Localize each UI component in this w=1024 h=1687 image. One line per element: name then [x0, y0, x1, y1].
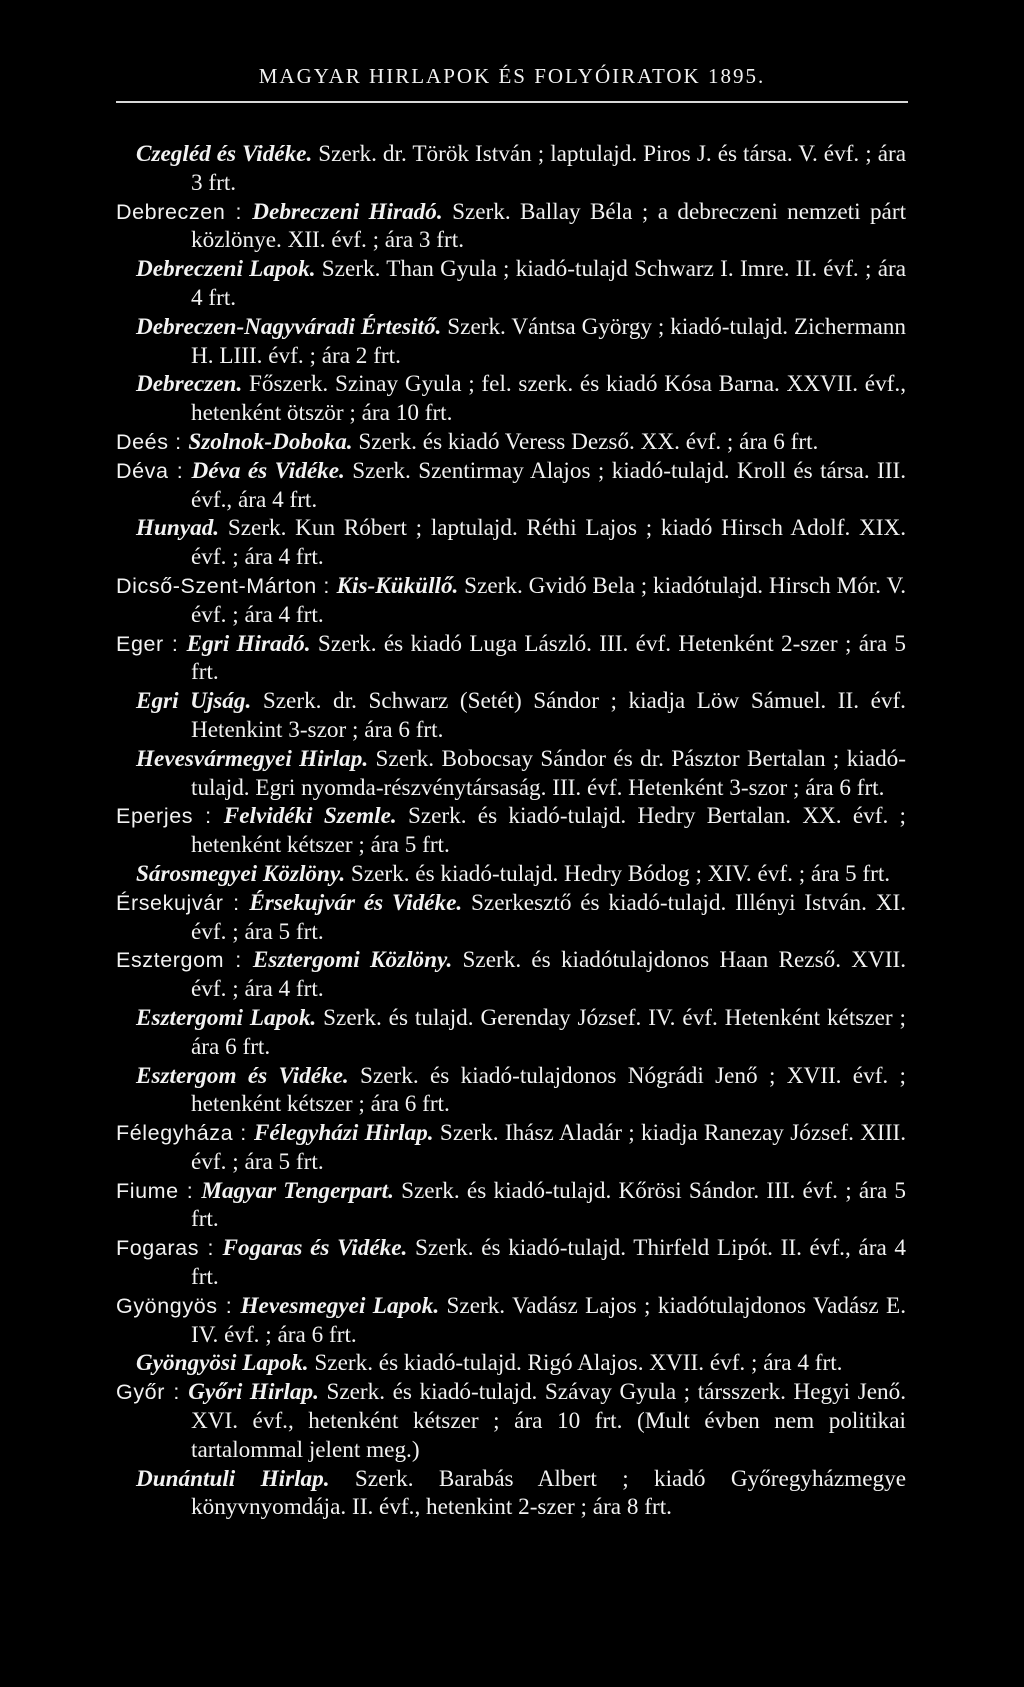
entry-place: Fiume :: [116, 1178, 202, 1203]
entry: [116, 946, 906, 1004]
entry: [116, 1292, 906, 1350]
entry: [116, 745, 906, 803]
entry: [116, 572, 906, 630]
entry-details: Szerk. dr. Török István ; laptulajd. Piros J. és társa. V. évf. ; ára 3 frt.: [191, 141, 906, 196]
entry: [116, 1119, 906, 1177]
entry-details: Szerk. Barabás Albert ; kiadó Győregyházmegye könyvnyomdája. II. évf., hetenkint 2-szer ; ára 8 frt.: [191, 1465, 906, 1521]
entry-details: Szerk. Ballay Béla ; a debreczeni nemzeti párt közlönye. XII. évf. ; ára 3 frt.: [191, 198, 907, 254]
entry-title: Kis-Küküllő.: [336, 572, 459, 599]
entry-details: Szerk. és kiadó-tulajdonos Nógrádi Jenő ; XVII. évf. ; hetenként kétszer ; ára 6 frt.: [191, 1062, 906, 1118]
entry-details: Szerk. Bobocsay Sándor és dr. Pásztor Bertalan ; kiadó-tulajd. Egri nyomda-részvénytársaság. III. évf. Hetenként 3-szor ; ára 6 frt.: [191, 745, 906, 801]
entry-details: Szerk. és kiadó-tulajd. Kőrösi Sándor. III. évf. ; ára 5 frt.: [191, 1177, 906, 1233]
entry-title: Esztergomi Lapok.: [136, 1004, 317, 1031]
entry-list: [116, 140, 906, 1522]
entry-details: Szerk. és kiadó-tulajd. Hedry Bertalan. XX. évf. ; hetenként kétszer ; ára 5 frt.: [191, 803, 906, 859]
entry: [116, 630, 906, 688]
entry-details: Szerk. és kiadó-tulajd. Rigó Alajos. XVII. évf. ; ára 4 frt.: [308, 1350, 843, 1377]
entry-place: Eperjes :: [116, 804, 224, 829]
entry-title: Hevesvármegyei Hirlap.: [136, 745, 369, 772]
running-header: MAGYAR HIRLAPOK ÉS FOLYÓIRATOK 1895.: [258, 64, 766, 88]
entry-title: Debreczeni Lapok.: [136, 256, 316, 283]
entry: [116, 687, 906, 745]
entry-details: Szerk. és tulajd. Gerenday József. IV. évf. Hetenként kétszer ; ára 6 frt.: [191, 1004, 906, 1060]
entry-details: Szerk. Kun Róbert ; laptulajd. Réthi Lajos ; kiadó Hirsch Adolf. XIX. évf. ; ára 4 frt.: [191, 515, 906, 571]
entry: [116, 255, 906, 313]
entry-place: Esztergom :: [116, 948, 253, 973]
entry-details: Szerkesztő és kiadó-tulajd. Illényi István. XI. évf. ; ára 5 frt.: [191, 889, 906, 945]
entry-title: Esztergom és Vidéke.: [136, 1062, 349, 1089]
entry-details: Szerk. dr. Schwarz (Setét) Sándor ; kiadja Löw Sámuel. II. évf. Hetenkint 3-szor ; ára 6 frt.: [191, 688, 906, 743]
entry-place: Félegyháza :: [116, 1121, 254, 1146]
entry-place: Dicső-Szent-Márton :: [116, 573, 337, 598]
entry-title: Gyöngyösi Lapok.: [136, 1350, 309, 1377]
entry-details: Szerk. Ihász Aladár ; kiadja Ranezay József. XIII. évf. ; ára 5 frt.: [191, 1120, 906, 1175]
entry: [116, 1062, 906, 1120]
entry: [116, 889, 906, 947]
entry-title: Czegléd és Vidéke.: [136, 141, 313, 167]
entry-title: Felvidéki Szemle.: [223, 803, 397, 830]
entry-title: Fogaras és Vidéke.: [222, 1235, 408, 1262]
entry: [116, 860, 906, 889]
entry-title: Egri Hiradó.: [186, 630, 311, 657]
entry-title: Hunyad.: [136, 515, 220, 542]
entry-title: Sárosmegyei Közlöny.: [136, 860, 346, 887]
entry: [116, 457, 906, 515]
entry: [116, 428, 906, 457]
entry-title: Esztergomi Közlöny.: [252, 947, 453, 974]
entry: [116, 1349, 906, 1378]
entry-title: Debreczen-Nagyváradi Értesitő.: [136, 313, 442, 340]
entry-details: Szerk. és kiadó-tulajd. Szávay Gyula ; társszerk. Hegyi Jenő. XVI. évf., hetenként kétszer ; ára 10 frt. (Mult évben nem politikai tartalommal jelent meg.): [191, 1379, 906, 1463]
header-rule: [116, 101, 908, 103]
entry-title: Szolnok-Doboka.: [188, 428, 353, 455]
entry: [116, 1177, 906, 1235]
entry-title: Debreczen.: [136, 371, 243, 398]
entry: [116, 514, 906, 572]
entry-details: Szerk. és kiadótulajdonos Haan Rezső. XVII. évf. ; ára 4 frt.: [191, 947, 906, 1003]
entry-details: Szerk. Gvidó Bela ; kiadótulajd. Hirsch Mór. V. évf. ; ára 4 frt.: [191, 572, 906, 628]
entry-title: Félegyházi Hirlap.: [253, 1120, 434, 1147]
entry-title: Egri Ujság.: [136, 688, 252, 715]
entry-title: Déva és Vidéke.: [191, 457, 345, 484]
entry-place: Deés :: [116, 429, 189, 454]
entry-details: Szerk. és kiadó-tulajd. Hedry Bódog ; XIV. évf. ; ára 5 frt.: [345, 860, 891, 887]
entry-details: Főszerk. Szinay Gyula ; fel. szerk. és kiadó Kósa Barna. XXVII. évf., hetenként ötször ; ára 10 frt.: [191, 371, 906, 427]
entry-title: Dunántuli Hirlap.: [136, 1465, 330, 1492]
entry: [116, 1234, 906, 1292]
entry-place: Eger :: [116, 631, 187, 656]
entry-place: Gyöngyös :: [116, 1293, 241, 1318]
entry: [116, 802, 906, 860]
entry: [116, 1004, 906, 1062]
entry-place: Déva :: [116, 458, 192, 483]
entry: [116, 370, 906, 428]
entry-details: Szerk. és kiadó Luga László. III. évf. Hetenként 2-szer ; ára 5 frt.: [191, 630, 906, 686]
entry-details: Szerk. és kiadó-tulajd. Thirfeld Lipót. II. évf., ára 4 frt.: [191, 1235, 907, 1291]
entry-place: Győr :: [116, 1380, 189, 1405]
entry-details: Szerk. Than Gyula ; kiadó-tulajd Schwarz I. Imre. II. évf. ; ára 4 frt.: [191, 256, 906, 311]
entry-title: Hevesmegyei Lapok.: [240, 1292, 440, 1319]
entry-details: Szerk. és kiadó Veress Dezső. XX. évf. ; ára 6 frt.: [352, 428, 819, 455]
entry-place: Érsekujvár :: [116, 890, 250, 915]
entry: [116, 1378, 906, 1464]
entry-details: Szerk. Szentirmay Alajos ; kiadó-tulajd. Kroll és társa. III. évf., ára 4 frt.: [191, 457, 907, 513]
entry-place: Fogaras :: [116, 1236, 223, 1261]
entry-place: Debreczen :: [116, 199, 253, 224]
entry: [116, 1465, 906, 1523]
entry-details: Szerk. Vántsa György ; kiadó-tulajd. Zichermann H. LIII. évf. ; ára 2 frt.: [191, 313, 906, 369]
entry: [116, 313, 906, 371]
entry-details: Szerk. Vadász Lajos ; kiadótulajdonos Vadász E. IV. évf. ; ára 6 frt.: [191, 1292, 906, 1348]
entry-title: Debreczeni Hiradó.: [252, 198, 443, 225]
entry-title: Érsekujvár és Vidéke.: [249, 889, 463, 916]
entry-title: Magyar Tengerpart.: [201, 1177, 394, 1204]
entry-title: Győri Hirlap.: [188, 1379, 319, 1406]
entry: [116, 198, 906, 256]
entry: [116, 140, 906, 198]
